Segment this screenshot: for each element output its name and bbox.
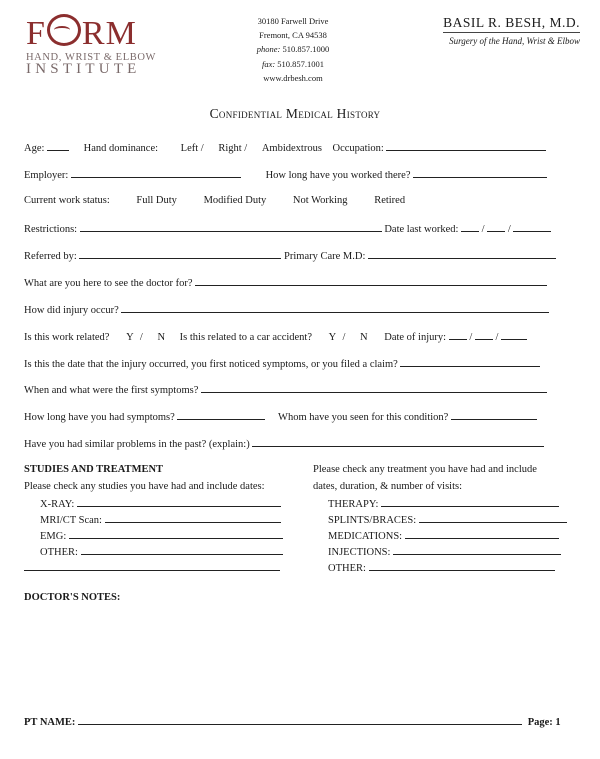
study-field-other[interactable] <box>81 544 283 555</box>
logo-institute: INSTITUTE <box>26 61 141 77</box>
whom-seen-label: Whom have you seen for this condition? <box>278 412 449 423</box>
study-row-xray <box>40 496 281 511</box>
row-age <box>24 140 546 155</box>
doctors-notes-area[interactable] <box>24 610 564 700</box>
studies-heading: STUDIES AND TREATMENT <box>24 464 164 475</box>
row-how-injury <box>24 302 549 317</box>
date-injury-sep-2: / <box>495 332 499 343</box>
phone-line <box>228 42 358 56</box>
study-field-xray[interactable] <box>77 496 281 507</box>
logo-hands-icon <box>47 14 81 46</box>
form-title: Confidential Medical History <box>209 106 381 121</box>
age-label: Age: <box>24 143 45 154</box>
how-long-symptoms-label: How long have you had symptoms? <box>24 412 175 423</box>
primary-care-label: Primary Care M.D: <box>284 251 366 262</box>
occupation-field[interactable] <box>386 140 546 151</box>
work-related-no[interactable]: N <box>157 332 166 343</box>
treatment-label-medications: MEDICATIONS: <box>328 531 403 542</box>
treatment-field-injections[interactable] <box>393 544 561 555</box>
treatment-row-splints <box>328 512 567 527</box>
study-label-other: OTHER: <box>40 547 78 558</box>
study-field-emg[interactable] <box>69 528 283 539</box>
phone-label: phone: <box>256 44 281 55</box>
row-referred <box>24 248 556 263</box>
studies-instruction: Please check any studies you have had and include dates: <box>24 481 265 492</box>
restrictions-label: Restrictions: <box>24 224 78 235</box>
logo-wordmark <box>26 14 164 51</box>
car-accident-label: Is this related to a car accident? <box>179 332 313 343</box>
option-right[interactable]: Right / <box>218 143 248 154</box>
date-last-worked-year[interactable] <box>513 221 551 232</box>
date-sep-2: / <box>507 224 511 235</box>
treatment-label-therapy: THERAPY: <box>328 499 379 510</box>
how-long-worked-field[interactable] <box>413 167 547 178</box>
date-injury-day[interactable] <box>475 329 493 340</box>
study-row-other <box>40 544 283 559</box>
date-last-worked-day[interactable] <box>487 221 505 232</box>
treatment-label-other: OTHER: <box>328 563 366 574</box>
logo-letters-rm: RM <box>81 15 137 52</box>
footer-row <box>24 714 561 729</box>
date-injury-label: Date of injury: <box>384 332 447 343</box>
pt-name-field[interactable] <box>78 714 522 725</box>
date-question-label: Is this the date that the injury occurred, you first noticed symptoms, or you filed a claim? <box>24 359 398 370</box>
address-street: 30180 Farwell Drive <box>257 16 329 26</box>
doctor-name: BASIL R. BESH, M.D. <box>443 15 580 33</box>
doctor-block <box>400 14 580 46</box>
treatment-label-injections: INJECTIONS: <box>328 547 391 558</box>
date-question-field[interactable] <box>400 356 540 367</box>
age-field[interactable] <box>47 140 69 151</box>
occupation-label: Occupation: <box>332 143 384 154</box>
study-row-mri <box>40 512 281 527</box>
logo-letter-f: F <box>26 15 46 52</box>
study-extra-line[interactable] <box>24 560 280 571</box>
doctors-notes-heading: DOCTOR'S NOTES: <box>24 592 121 603</box>
study-field-mri[interactable] <box>105 512 281 523</box>
treatment-row-therapy <box>328 496 559 511</box>
date-sep-1: / <box>481 224 485 235</box>
option-retired[interactable]: Retired <box>374 195 406 206</box>
treatment-field-splints[interactable] <box>419 512 567 523</box>
option-left[interactable]: Left / <box>180 143 204 154</box>
treatment-field-medications[interactable] <box>405 528 559 539</box>
row-first-symptoms <box>24 382 547 397</box>
here-for-field[interactable] <box>195 275 547 286</box>
car-accident-sep: / <box>342 332 346 343</box>
logo-subtitle: HAND, WRIST & ELBOW <box>26 52 157 63</box>
fax-line <box>228 57 358 71</box>
work-status-label: Current work status: <box>24 195 110 206</box>
row-date-question <box>24 356 540 371</box>
doctor-specialty: Surgery of the Hand, Wrist & Elbow <box>449 36 580 46</box>
date-injury-year[interactable] <box>501 329 527 340</box>
whom-seen-field[interactable] <box>451 409 537 420</box>
row-work-status <box>24 194 405 207</box>
row-similar-problems <box>24 436 544 451</box>
study-label-emg: EMG: <box>40 531 67 542</box>
phone-value: 510.857.1000 <box>282 44 330 55</box>
website[interactable]: www.drbesh.com <box>263 72 323 83</box>
referred-by-field[interactable] <box>79 248 281 259</box>
treatment-instruction-1: Please check any treatment you have had and include <box>313 464 537 475</box>
work-related-yes[interactable]: Y <box>126 332 134 343</box>
row-how-long-symptoms <box>24 409 537 424</box>
row-restrictions <box>24 221 551 236</box>
option-ambidextrous[interactable]: Ambidextrous <box>261 143 322 154</box>
primary-care-field[interactable] <box>368 248 556 259</box>
employer-field[interactable] <box>71 167 241 178</box>
similar-problems-field[interactable] <box>252 436 544 447</box>
option-full-duty[interactable]: Full Duty <box>136 195 177 206</box>
treatment-row-injections <box>328 544 561 559</box>
study-row-emg <box>40 528 283 543</box>
here-for-label: What are you here to see the doctor for? <box>24 278 193 289</box>
work-related-label: Is this work related? <box>24 332 110 343</box>
restrictions-field[interactable] <box>80 221 382 232</box>
study-label-xray: X-RAY: <box>40 499 75 510</box>
date-last-worked-label: Date last worked: <box>384 224 459 235</box>
option-modified-duty[interactable]: Modified Duty <box>203 195 267 206</box>
treatment-row-other <box>328 560 555 575</box>
treatment-row-medications <box>328 528 559 543</box>
institute-logo <box>26 14 164 84</box>
treatment-label-splints: SPLINTS/BRACES: <box>328 515 417 526</box>
how-injury-field[interactable] <box>121 302 549 313</box>
row-employer <box>24 167 547 182</box>
similar-problems-label: Have you had similar problems in the past? (explain:) <box>24 439 250 450</box>
address-block <box>228 14 358 85</box>
date-last-worked-month[interactable] <box>461 221 479 232</box>
fax-label: fax: <box>261 58 276 69</box>
address-city: Fremont, CA 94538 <box>259 30 327 41</box>
pt-name-label: PT NAME: <box>24 717 76 728</box>
employer-label: Employer: <box>24 170 69 181</box>
how-long-symptoms-field[interactable] <box>177 409 265 420</box>
hand-dominance-label: Hand dominance: <box>83 143 159 154</box>
work-related-sep: / <box>139 332 143 343</box>
treatment-instruction-2: dates, duration, & number of visits: <box>313 481 463 492</box>
date-injury-sep-1: / <box>469 332 473 343</box>
date-injury-month[interactable] <box>449 329 467 340</box>
page-number: Page: 1 <box>527 717 561 728</box>
option-not-working[interactable]: Not Working <box>292 195 348 206</box>
row-work-related <box>24 329 527 344</box>
study-label-mri: MRI/CT Scan: <box>40 515 102 526</box>
first-symptoms-field[interactable] <box>201 382 547 393</box>
treatment-field-therapy[interactable] <box>381 496 559 507</box>
car-accident-yes[interactable]: Y <box>328 332 336 343</box>
first-symptoms-label: When and what were the first symptoms? <box>24 385 199 396</box>
fax-value: 510.857.1001 <box>277 58 325 69</box>
how-long-worked-label: How long have you worked there? <box>265 170 411 181</box>
how-injury-label: How did injury occur? <box>24 305 119 316</box>
row-here-for <box>24 275 547 290</box>
car-accident-no[interactable]: N <box>360 332 368 343</box>
treatment-field-other[interactable] <box>369 560 555 571</box>
referred-by-label: Referred by: <box>24 251 77 262</box>
